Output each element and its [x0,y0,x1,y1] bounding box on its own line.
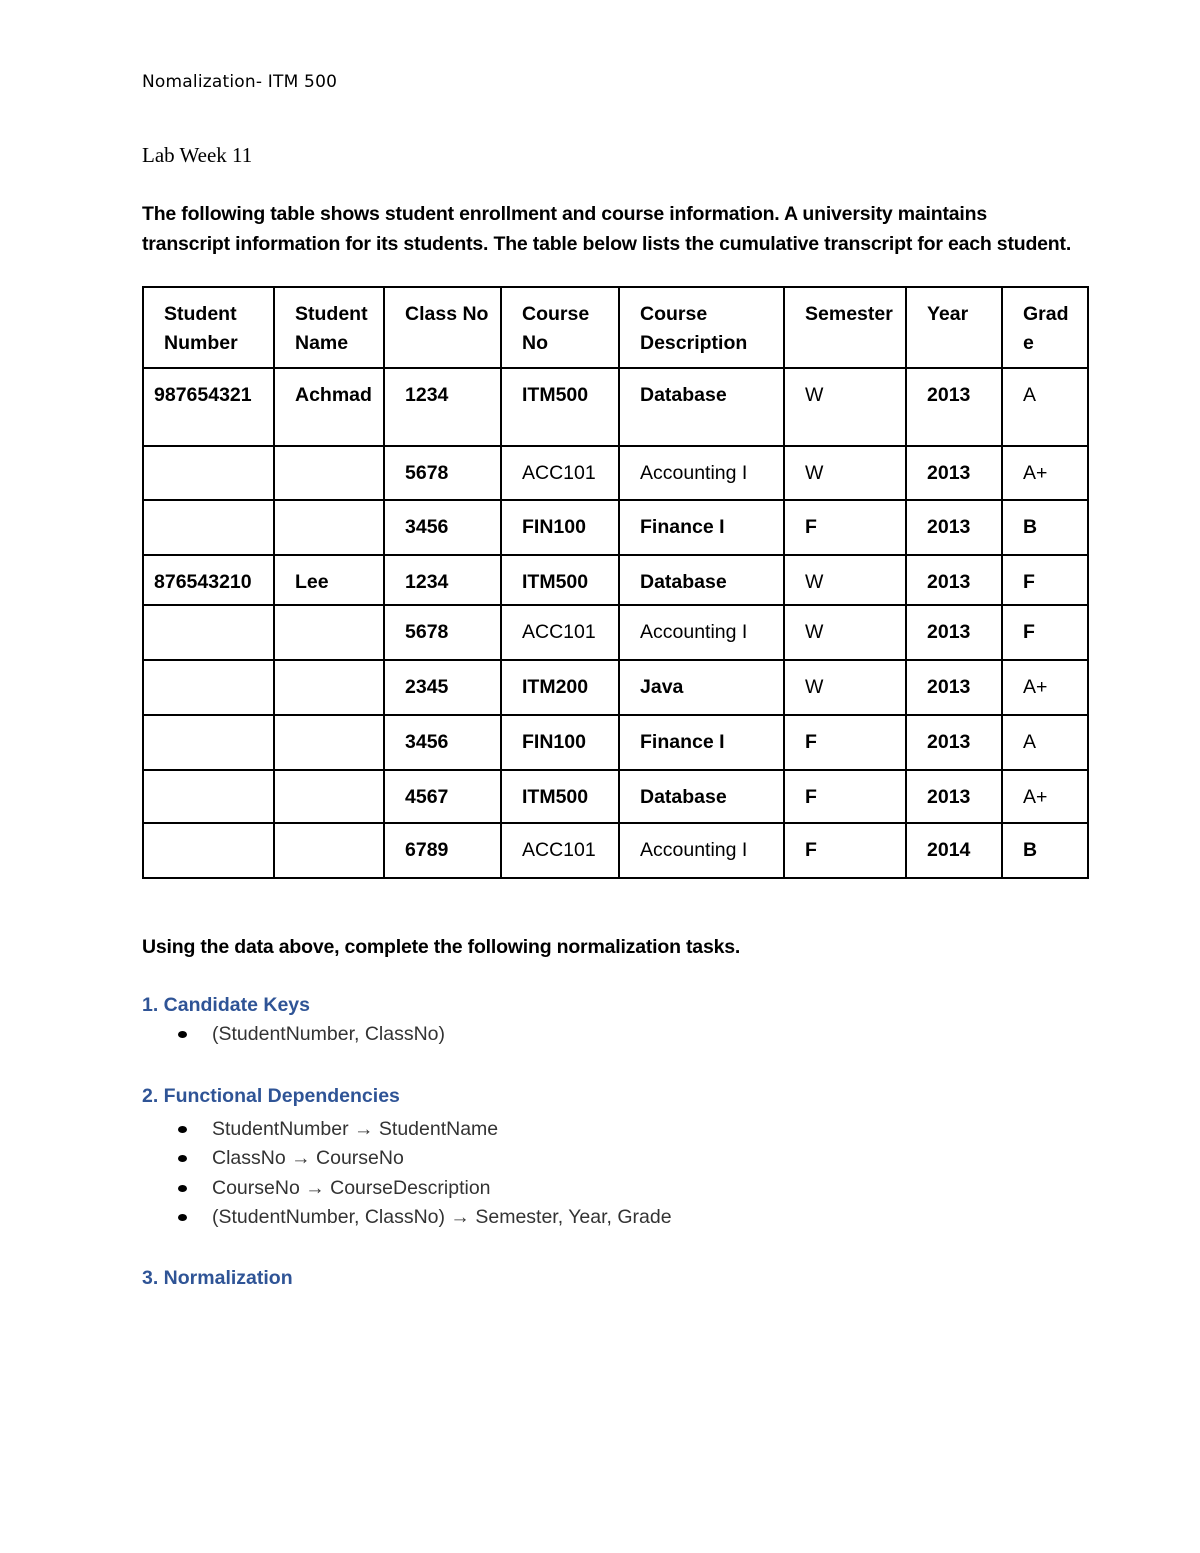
cell-grade: A [1002,715,1088,770]
header-course-no: Course No [501,287,619,368]
cell-student-name [274,605,384,660]
cell-student-number [143,823,274,878]
cell-class-no: 3456 [384,715,501,770]
page-header: Nomalization- ITM 500 [142,72,338,92]
cell-grade: A [1002,368,1088,446]
header-year: Year [906,287,1002,368]
cell-course-no: ITM500 [501,555,619,605]
cell-course-no: ITM200 [501,660,619,715]
cell-course-description: Finance I [619,500,784,555]
cell-course-no: FIN100 [501,500,619,555]
cell-student-number [143,500,274,555]
table-header-row [143,287,1088,368]
table-row [143,500,1088,555]
cell-class-no: 1234 [384,368,501,446]
cell-class-no: 5678 [384,446,501,500]
bullet-icon [178,1126,187,1133]
table-row [143,446,1088,500]
heading-functional-dependencies: 2. Functional Dependencies [142,1085,400,1107]
cell-course-description: Database [619,770,784,823]
cell-student-name [274,660,384,715]
cell-student-name: Achmad [274,368,384,446]
cell-grade: B [1002,500,1088,555]
table-row [143,555,1088,605]
cell-student-name [274,770,384,823]
cell-course-no: ACC101 [501,823,619,878]
cell-year: 2013 [906,446,1002,500]
cell-student-number [143,715,274,770]
candidate-keys-list [175,1020,445,1049]
cell-student-number [143,605,274,660]
list-item [175,1174,672,1203]
cell-grade: B [1002,823,1088,878]
cell-student-number [143,446,274,500]
cell-student-number [143,660,274,715]
transcript-table [142,286,1089,879]
lab-title: Lab Week 11 [142,143,253,167]
cell-course-description: Finance I [619,715,784,770]
list-item [175,1144,672,1173]
table-row [143,715,1088,770]
cell-grade: A+ [1002,770,1088,823]
list-item [175,1020,445,1049]
cell-student-number: 987654321 [143,368,274,446]
cell-course-no: ACC101 [501,605,619,660]
cell-student-name [274,715,384,770]
header-semester: Semester [784,287,906,368]
header-class-no: Class No [384,287,501,368]
cell-student-name [274,500,384,555]
cell-student-number [143,770,274,823]
bullet-icon [178,1155,187,1162]
cell-semester: W [784,660,906,715]
list-item-text: CourseNo → CourseDescription [212,1176,491,1199]
functional-dependencies-list [175,1115,672,1232]
cell-semester: F [784,715,906,770]
cell-year: 2013 [906,605,1002,660]
table-row [143,660,1088,715]
cell-semester: W [784,605,906,660]
cell-semester: W [784,555,906,605]
table-row [143,605,1088,660]
cell-class-no: 4567 [384,770,501,823]
cell-student-name [274,823,384,878]
heading-candidate-keys: 1. Candidate Keys [142,994,310,1016]
cell-semester: F [784,770,906,823]
list-item-text: (StudentNumber, ClassNo) → Semester, Year, Grade [212,1205,672,1228]
bullet-icon [178,1031,187,1038]
list-item [175,1115,672,1144]
cell-course-description: Database [619,555,784,605]
table-row [143,368,1088,446]
bullet-icon [178,1185,187,1192]
header-student-number: Student Number [143,287,274,368]
cell-year: 2013 [906,368,1002,446]
cell-year: 2013 [906,660,1002,715]
cell-semester: W [784,446,906,500]
intro-paragraph: The following table shows student enrollment and course information. A university maintains transcript information for its students. The table below lists the cumulative transcript for each student. [142,203,1072,255]
cell-grade: A+ [1002,446,1088,500]
cell-course-description: Java [619,660,784,715]
cell-year: 2013 [906,555,1002,605]
cell-course-description: Accounting I [619,605,784,660]
cell-student-name: Lee [274,555,384,605]
cell-year: 2014 [906,823,1002,878]
cell-course-description: Accounting I [619,446,784,500]
cell-course-no: FIN100 [501,715,619,770]
cell-class-no: 1234 [384,555,501,605]
cell-class-no: 2345 [384,660,501,715]
header-student-name: Student Name [274,287,384,368]
cell-course-no: ACC101 [501,446,619,500]
header-course-description: Course Description [619,287,784,368]
cell-semester: F [784,823,906,878]
list-item-text: (StudentNumber, ClassNo) [212,1023,446,1045]
list-item [175,1203,672,1232]
cell-semester: F [784,500,906,555]
cell-semester: W [784,368,906,446]
heading-normalization: 3. Normalization [142,1267,293,1289]
cell-course-description: Accounting I [619,823,784,878]
list-item-text: ClassNo → CourseNo [212,1147,404,1170]
cell-class-no: 5678 [384,605,501,660]
cell-student-number: 876543210 [143,555,274,605]
table-row [143,823,1088,878]
cell-grade: F [1002,555,1088,605]
cell-course-no: ITM500 [501,770,619,823]
cell-year: 2013 [906,500,1002,555]
cell-year: 2013 [906,770,1002,823]
cell-class-no: 3456 [384,500,501,555]
cell-course-no: ITM500 [501,368,619,446]
cell-class-no: 6789 [384,823,501,878]
tasks-intro: Using the data above, complete the following normalization tasks. [142,936,741,958]
list-item-text: StudentNumber → StudentName [212,1118,499,1140]
cell-student-name [274,446,384,500]
cell-course-description: Database [619,368,784,446]
cell-grade: A+ [1002,660,1088,715]
table-row [143,770,1088,823]
cell-grade: F [1002,605,1088,660]
bullet-icon [178,1214,187,1221]
header-grade: Grade [1002,287,1088,368]
cell-year: 2013 [906,715,1002,770]
